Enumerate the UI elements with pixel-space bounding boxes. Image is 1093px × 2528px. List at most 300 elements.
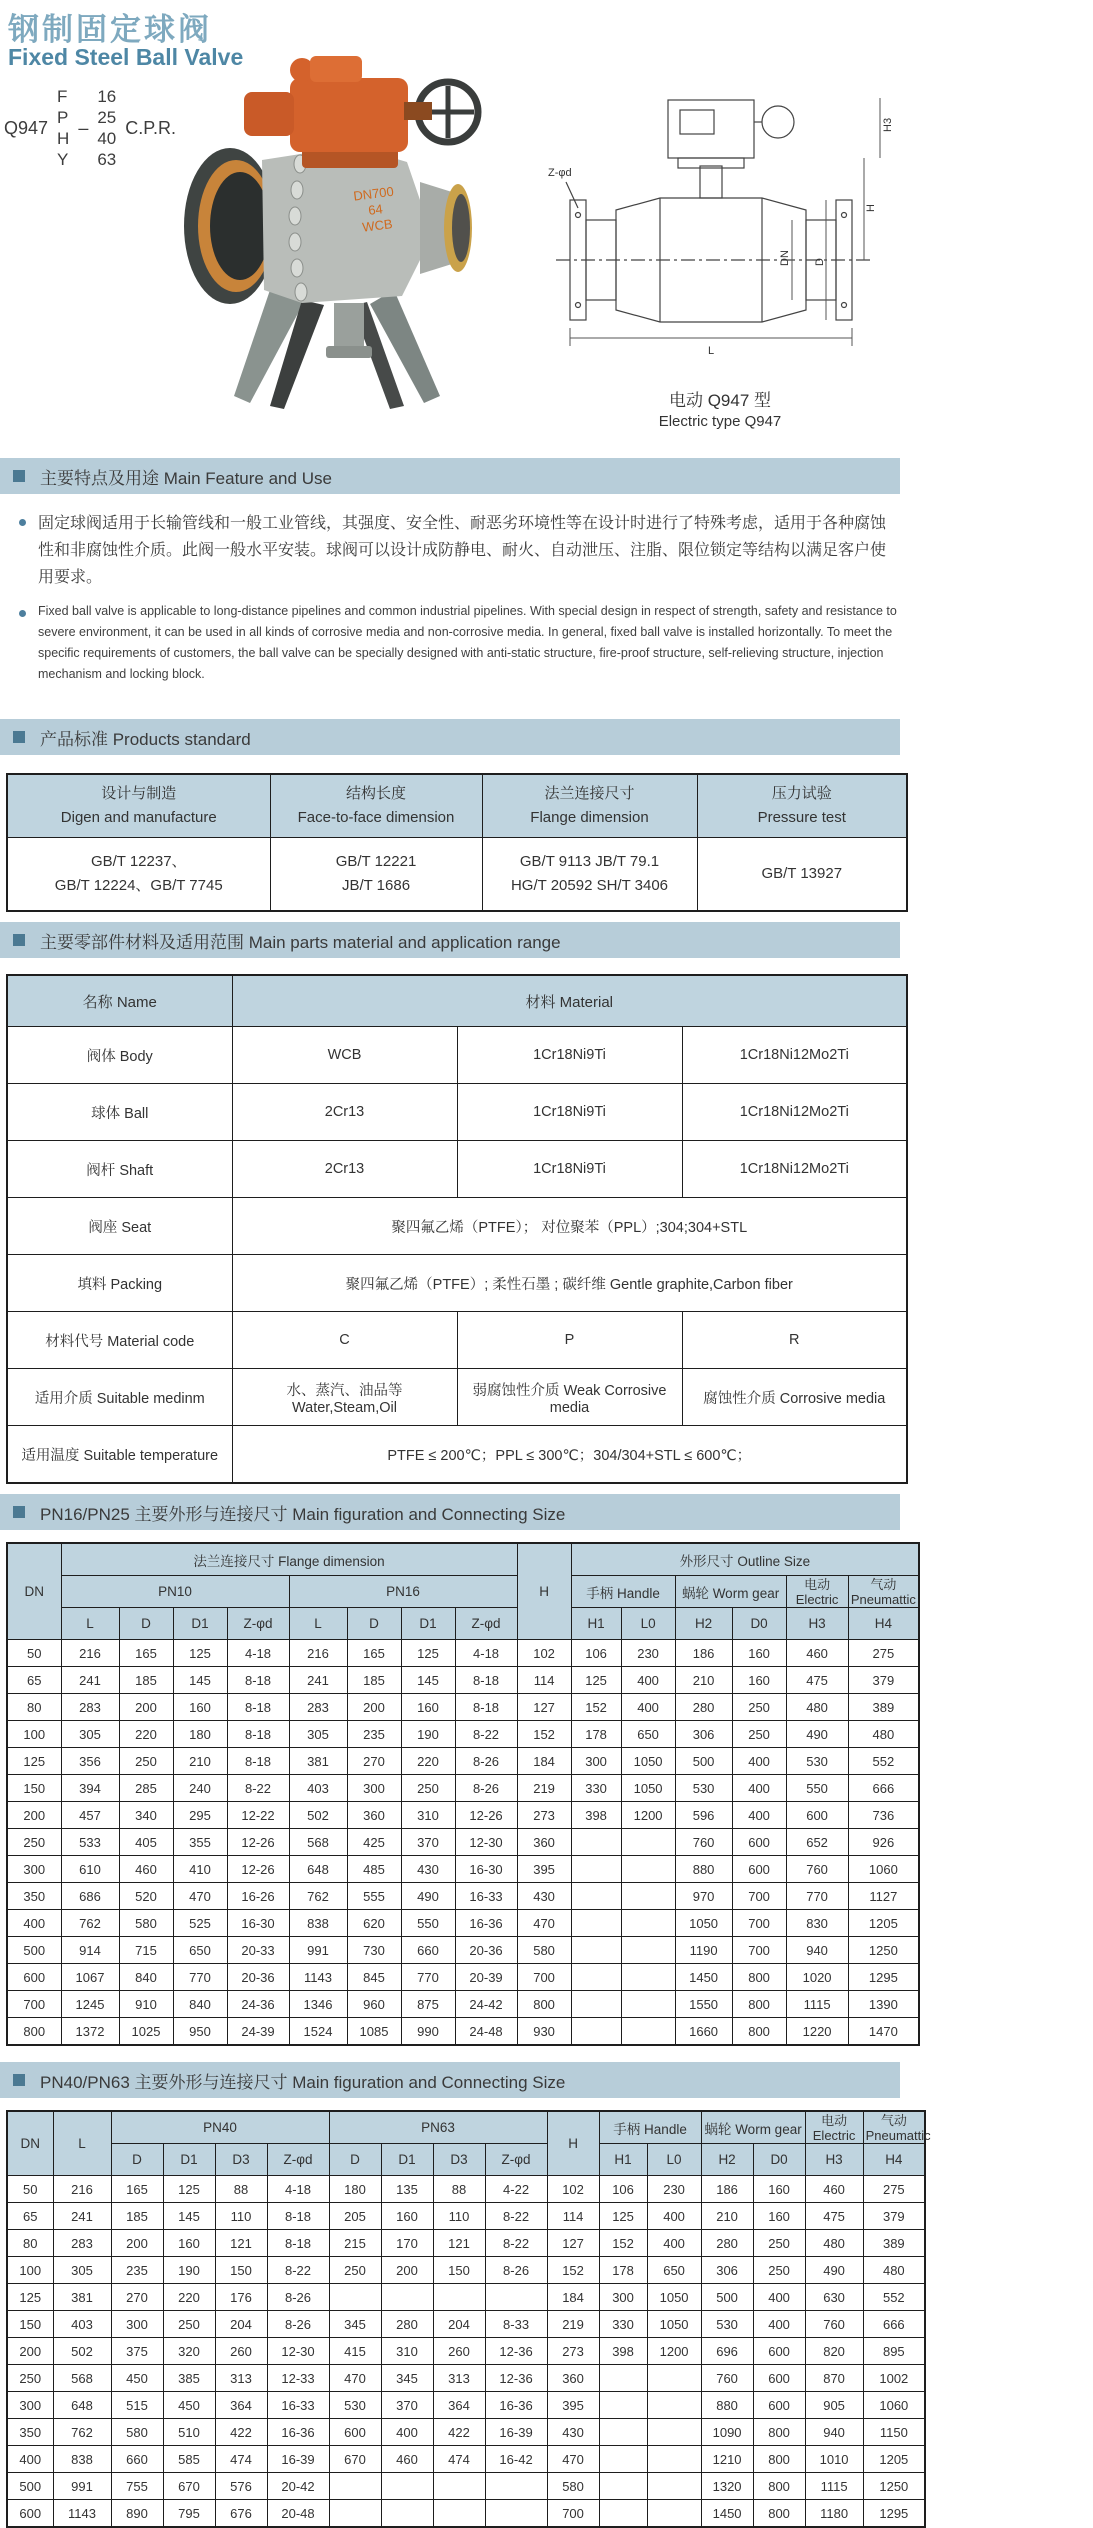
- table-cell: 914: [61, 1937, 119, 1964]
- table-cell: 700: [7, 1991, 61, 2018]
- table-cell: 280: [701, 2230, 753, 2257]
- model-number: 16: [97, 87, 117, 106]
- table-cell: 1115: [786, 1991, 848, 2018]
- col-header: L: [61, 1608, 119, 1640]
- table-cell: 400: [647, 2203, 701, 2230]
- table-cell: 670: [163, 2473, 215, 2500]
- materials-table: [6, 974, 908, 1484]
- table-cell: 125: [401, 1640, 455, 1667]
- table-cell: 875: [401, 1991, 455, 2018]
- table-cell: 190: [401, 1721, 455, 1748]
- table-cell: 795: [163, 2500, 215, 2528]
- table-cell: 1Cr18Ni9Ti: [457, 1141, 682, 1198]
- section-square-icon: [13, 1506, 25, 1518]
- table-cell: 700: [547, 2500, 599, 2528]
- table-cell: [381, 2284, 433, 2311]
- table-cell: 241: [61, 1667, 119, 1694]
- table-cell: 102: [517, 1640, 571, 1667]
- table-cell: 305: [289, 1721, 347, 1748]
- table-cell: [621, 1856, 675, 1883]
- table-cell: 470: [329, 2365, 381, 2392]
- table-cell: 1295: [848, 1964, 919, 1991]
- table-cell: 600: [753, 2365, 805, 2392]
- table-cell: 500: [7, 2473, 53, 2500]
- table-cell: 600: [7, 2500, 53, 2528]
- table-cell: 525: [173, 1910, 227, 1937]
- table-row: [7, 1694, 919, 1721]
- table-header-row: [7, 975, 907, 1027]
- table-cell: 8-22: [227, 1775, 289, 1802]
- table-cell: 185: [111, 2203, 163, 2230]
- table-cell: [621, 1910, 675, 1937]
- table-cell: 170: [381, 2230, 433, 2257]
- table-cell: [599, 2392, 647, 2419]
- col-header: D0: [753, 2144, 805, 2176]
- table-cell: 250: [732, 1721, 786, 1748]
- table-cell: 16-26: [227, 1883, 289, 1910]
- table-cell: 145: [173, 1667, 227, 1694]
- table-cell: 666: [863, 2311, 925, 2338]
- table-cell: 16-39: [485, 2419, 547, 2446]
- table-cell: 114: [547, 2203, 599, 2230]
- table-cell: 1210: [701, 2446, 753, 2473]
- table-cell: [485, 2473, 547, 2500]
- table-cell: 8-26: [267, 2311, 329, 2338]
- table-row: [7, 1667, 919, 1694]
- table-cell: 216: [61, 1640, 119, 1667]
- model-letter: P: [57, 108, 69, 127]
- table-cell: 152: [571, 1694, 621, 1721]
- table-cell: 220: [401, 1748, 455, 1775]
- table-cell: 152: [599, 2230, 647, 2257]
- table-cell: 8-26: [485, 2257, 547, 2284]
- handwheel-hub: [404, 102, 432, 120]
- drawing-caption: [540, 390, 900, 432]
- table-cell: 648: [53, 2392, 111, 2419]
- table-cell: 330: [599, 2311, 647, 2338]
- table-cell: 650: [647, 2257, 701, 2284]
- table-cell: 200: [119, 1694, 173, 1721]
- table-cell: 715: [119, 1937, 173, 1964]
- table-cell: 20-48: [267, 2500, 329, 2528]
- table-cell: 1150: [863, 2419, 925, 2446]
- table-cell: 150: [215, 2257, 267, 2284]
- table-cell: 230: [647, 2176, 701, 2203]
- table-cell: 1295: [863, 2500, 925, 2528]
- table-cell: 568: [289, 1829, 347, 1856]
- col-header-outline-size: 外形尺寸 Outline Size: [571, 1543, 919, 1576]
- col-header: D: [329, 2144, 381, 2176]
- table-cell: 381: [289, 1748, 347, 1775]
- table-cell: 820: [805, 2338, 863, 2365]
- table-cell: 150: [7, 2311, 53, 2338]
- table-cell: 1060: [863, 2392, 925, 2419]
- table-cell: 398: [571, 1802, 621, 1829]
- drawing-caption-en: Electric type Q947: [658, 413, 782, 430]
- table-cell: 770: [401, 1964, 455, 1991]
- table-cell: 422: [215, 2419, 267, 2446]
- table-row: [7, 1910, 919, 1937]
- table-cell: 700: [732, 1883, 786, 1910]
- table-cell: 260: [215, 2338, 267, 2365]
- table-cell: 345: [381, 2365, 433, 2392]
- col-header-face-to-face: 结构长度 Face-to-face dimension: [270, 774, 482, 838]
- table-cell: 620: [347, 1910, 401, 1937]
- table-cell: 1205: [863, 2446, 925, 2473]
- actuator-detail: [680, 110, 714, 134]
- model-number: 40: [97, 129, 117, 148]
- table-cell: 485: [347, 1856, 401, 1883]
- table-cell: 273: [517, 1802, 571, 1829]
- table-cell: 250: [401, 1775, 455, 1802]
- table-cell: [621, 1883, 675, 1910]
- col-header-pressure-test: 压力试验 Pressure test: [697, 774, 907, 838]
- table-cell: 1470: [848, 2018, 919, 2046]
- table-cell: 400: [732, 1748, 786, 1775]
- table-cell: 210: [173, 1748, 227, 1775]
- bolt-hole: [842, 303, 847, 308]
- table-cell: 24-42: [455, 1991, 517, 2018]
- table-cell: PTFE ≤ 200℃；PPL ≤ 300℃；304/304+STL ≤ 600℃；: [232, 1426, 907, 1484]
- table-row: [7, 1084, 907, 1141]
- table-cell: 1372: [61, 2018, 119, 2046]
- table-cell: 1180: [805, 2500, 863, 2528]
- table-cell: 470: [547, 2446, 599, 2473]
- col-header: H4: [863, 2144, 925, 2176]
- table-cell: 770: [786, 1883, 848, 1910]
- table-cell: 275: [863, 2176, 925, 2203]
- table-cell: 770: [173, 1964, 227, 1991]
- table-cell: 1060: [848, 1856, 919, 1883]
- table-cell: 760: [675, 1829, 732, 1856]
- model-dash: –: [78, 117, 89, 138]
- table-cell: 950: [173, 2018, 227, 2046]
- table-cell: 430: [547, 2419, 599, 2446]
- col-header: D1: [401, 1608, 455, 1640]
- col-header: H1: [599, 2144, 647, 2176]
- table-cell: 530: [329, 2392, 381, 2419]
- col-header: L0: [621, 1608, 675, 1640]
- table-cell: 580: [111, 2419, 163, 2446]
- table-cell: 152: [517, 1721, 571, 1748]
- table-cell: 370: [401, 1829, 455, 1856]
- table-cell: 1090: [701, 2419, 753, 2446]
- table-cell: 580: [547, 2473, 599, 2500]
- table-cell: 648: [289, 1856, 347, 1883]
- table-cell: 460: [119, 1856, 173, 1883]
- page-header: [0, 0, 1093, 458]
- table-cell: 355: [173, 1829, 227, 1856]
- table-cell: 水、蒸汽、油品等 Water,Steam,Oil: [232, 1369, 457, 1426]
- svg-text:H3: H3: [882, 117, 894, 132]
- table-cell: 110: [433, 2203, 485, 2230]
- table-cell: 1346: [289, 1991, 347, 2018]
- table-cell: 360: [547, 2365, 599, 2392]
- table-row: [7, 1802, 919, 1829]
- table-cell: [433, 2284, 485, 2311]
- col-header: D1: [163, 2144, 215, 2176]
- table-cell: 127: [517, 1694, 571, 1721]
- table-cell: 840: [119, 1964, 173, 1991]
- table-cell: 670: [329, 2446, 381, 2473]
- table-cell: 395: [547, 2392, 599, 2419]
- col-header: D3: [433, 2144, 485, 2176]
- table-cell: 490: [805, 2257, 863, 2284]
- table-cell: 210: [675, 1667, 732, 1694]
- table-cell: 16-30: [455, 1856, 517, 1883]
- table-cell: 12-22: [227, 1802, 289, 1829]
- feature-list: [0, 494, 906, 705]
- table-row: [7, 2338, 925, 2365]
- table-row: [7, 1027, 907, 1084]
- table-cell: 550: [786, 1775, 848, 1802]
- table-cell: 389: [848, 1694, 919, 1721]
- col-header-electric: 电动 Electric: [805, 2111, 863, 2144]
- table-row: [7, 1198, 907, 1255]
- section-square-icon: [13, 934, 25, 946]
- table-cell: 313: [433, 2365, 485, 2392]
- drain-pipe: [334, 303, 364, 349]
- table-cell: 8-33: [485, 2311, 547, 2338]
- col-header: D0: [732, 1608, 786, 1640]
- table-cell: 聚四氟乙烯（PTFE）； 对位聚苯（PPL）;304;304+STL: [232, 1198, 907, 1255]
- table-cell: 165: [111, 2176, 163, 2203]
- table-cell: 135: [381, 2176, 433, 2203]
- table-row: [7, 1991, 919, 2018]
- model-letters: [57, 86, 69, 170]
- table-cell: 16-33: [267, 2392, 329, 2419]
- table-cell: 160: [163, 2230, 215, 2257]
- table-cell: 235: [347, 1721, 401, 1748]
- table-cell: 840: [173, 1991, 227, 2018]
- table-cell: 125: [571, 1667, 621, 1694]
- table-cell: 600: [732, 1829, 786, 1856]
- table-cell: 1050: [675, 1910, 732, 1937]
- col-header: D: [119, 1608, 173, 1640]
- table-cell: 1Cr18Ni9Ti: [457, 1084, 682, 1141]
- table-cell: 1250: [863, 2473, 925, 2500]
- table-cell: 990: [401, 2018, 455, 2046]
- table-cell: 845: [347, 1964, 401, 1991]
- table-cell: 760: [701, 2365, 753, 2392]
- model-number: 25: [97, 108, 117, 127]
- table-row: [7, 2284, 925, 2311]
- table-cell: 1550: [675, 1991, 732, 2018]
- col-header-l: L: [53, 2111, 111, 2176]
- table-cell: 364: [433, 2392, 485, 2419]
- table-cell: [621, 2018, 675, 2046]
- table-cell: 800: [732, 2018, 786, 2046]
- table-cell: 385: [163, 2365, 215, 2392]
- handwheel-outline: [762, 106, 794, 138]
- table-cell: 160: [381, 2203, 433, 2230]
- table-cell: [647, 2473, 701, 2500]
- table-cell: 260: [433, 2338, 485, 2365]
- table-cell: 580: [119, 1910, 173, 1937]
- table-cell: 415: [329, 2338, 381, 2365]
- bolt-hole: [842, 213, 847, 218]
- col-header-pneumatic: 气动 Pneumattic: [848, 1576, 919, 1608]
- table-cell: C: [232, 1312, 457, 1369]
- col-header-pneumatic: 气动 Pneumattic: [863, 2111, 925, 2144]
- table-cell: 2Cr13: [232, 1141, 457, 1198]
- table-cell: [621, 1991, 675, 2018]
- table-cell: 364: [215, 2392, 267, 2419]
- row-header-cell: 阀座 Seat: [7, 1198, 232, 1255]
- table-cell: 2Cr13: [232, 1084, 457, 1141]
- col-header: Z-φd: [227, 1608, 289, 1640]
- col-header-pn10: PN10: [61, 1576, 289, 1608]
- table-cell: 8-22: [485, 2230, 547, 2257]
- electric-actuator: [290, 78, 408, 152]
- table-row: [7, 1748, 919, 1775]
- table-cell: 240: [173, 1775, 227, 1802]
- table-cell: 356: [61, 1748, 119, 1775]
- table-cell: 16-36: [455, 1910, 517, 1937]
- table-cell: 305: [61, 1721, 119, 1748]
- table-row: [7, 838, 907, 912]
- section-title: PN16/PN25 主要外形与连接尺寸 Main figuration and Connecting Size: [40, 1504, 566, 1524]
- table-cell: 1020: [786, 1964, 848, 1991]
- table-cell: 330: [571, 1775, 621, 1802]
- table-cell: 4-18: [455, 1640, 517, 1667]
- table-cell: 1660: [675, 2018, 732, 2046]
- table-cell: 600: [7, 1964, 61, 1991]
- table-cell: 8-26: [455, 1775, 517, 1802]
- table-cell: 610: [61, 1856, 119, 1883]
- table-cell: 760: [805, 2311, 863, 2338]
- table-cell: R: [682, 1312, 907, 1369]
- table-cell: 185: [119, 1667, 173, 1694]
- col-header: H3: [805, 2144, 863, 2176]
- table-cell: 389: [863, 2230, 925, 2257]
- table-cell: 930: [517, 2018, 571, 2046]
- table-cell: 1250: [848, 1937, 919, 1964]
- table-cell: 800: [753, 2419, 805, 2446]
- table-cell: 20-39: [455, 1964, 517, 1991]
- table-cell: P: [457, 1312, 682, 1369]
- table-cell: 16-36: [267, 2419, 329, 2446]
- table-cell: 50: [7, 2176, 53, 2203]
- table-cell: 1200: [647, 2338, 701, 2365]
- table-cell: 250: [163, 2311, 215, 2338]
- table-cell: 760: [786, 1856, 848, 1883]
- col-header: H2: [675, 1608, 732, 1640]
- table-cell: [433, 2473, 485, 2500]
- col-header: D: [111, 2144, 163, 2176]
- table-cell: 800: [517, 1991, 571, 2018]
- bolt-hole: [576, 213, 581, 218]
- col-header-dn: DN: [7, 1543, 61, 1640]
- table-cell: 800: [753, 2473, 805, 2500]
- svg-text:Z-φd: Z-φd: [548, 167, 572, 179]
- table-cell: 8-18: [455, 1694, 517, 1721]
- col-header: Z-φd: [485, 2144, 547, 2176]
- table-cell: 1115: [805, 2473, 863, 2500]
- table-cell: 652: [786, 1829, 848, 1856]
- table-cell: 102: [547, 2176, 599, 2203]
- table-row: [7, 2446, 925, 2473]
- table-cell: 580: [517, 1937, 571, 1964]
- table-cell: 20-33: [227, 1937, 289, 1964]
- table-cell: 430: [517, 1883, 571, 1910]
- table-cell: 600: [753, 2338, 805, 2365]
- table-cell: 106: [571, 1640, 621, 1667]
- valve-photo: [150, 48, 520, 438]
- table-cell: 160: [401, 1694, 455, 1721]
- col-header-dn: DN: [7, 2111, 53, 2176]
- table-cell: 200: [7, 2338, 53, 2365]
- table-cell: 905: [805, 2392, 863, 2419]
- table-cell: 165: [119, 1640, 173, 1667]
- table-cell: 360: [347, 1802, 401, 1829]
- actuator-motor: [244, 92, 294, 136]
- table-cell: 88: [433, 2176, 485, 2203]
- table-cell: [647, 2446, 701, 2473]
- table-cell: 403: [289, 1775, 347, 1802]
- table-cell: 205: [329, 2203, 381, 2230]
- table-cell: 360: [517, 1829, 571, 1856]
- table-cell: 460: [786, 1640, 848, 1667]
- actuator-outline: [668, 100, 754, 158]
- products-standard-table: [6, 773, 908, 912]
- stem: [700, 166, 722, 198]
- table-cell: 283: [61, 1694, 119, 1721]
- table-cell: 480: [786, 1694, 848, 1721]
- table-cell: 800: [732, 1964, 786, 1991]
- table-row: [7, 1883, 919, 1910]
- table-cell: 88: [215, 2176, 267, 2203]
- table-cell: 500: [7, 1937, 61, 1964]
- table-cell: 12-36: [485, 2338, 547, 2365]
- table-cell: 310: [381, 2338, 433, 2365]
- table-cell: 8-26: [267, 2284, 329, 2311]
- table-cell: 379: [848, 1667, 919, 1694]
- table-row: [7, 1775, 919, 1802]
- table-cell: 1Cr18Ni12Mo2Ti: [682, 1141, 907, 1198]
- table-cell: [571, 1829, 621, 1856]
- table-cell: 381: [53, 2284, 111, 2311]
- table-cell: 215: [329, 2230, 381, 2257]
- row-header-cell: 填料 Packing: [7, 1255, 232, 1312]
- table-cell: 800: [753, 2446, 805, 2473]
- table-cell: 110: [215, 2203, 267, 2230]
- table-cell: 283: [53, 2230, 111, 2257]
- table-cell: 470: [517, 1910, 571, 1937]
- table-cell: 1050: [647, 2284, 701, 2311]
- table-cell: 250: [753, 2230, 805, 2257]
- table-cell: 470: [173, 1883, 227, 1910]
- table-cell: 280: [381, 2311, 433, 2338]
- table-cell: 520: [119, 1883, 173, 1910]
- table-cell: 502: [289, 1802, 347, 1829]
- table-cell: 178: [599, 2257, 647, 2284]
- table-cell: 24-39: [227, 2018, 289, 2046]
- table-cell: 379: [863, 2203, 925, 2230]
- drain-flange: [326, 346, 372, 358]
- table-cell: 176: [215, 2284, 267, 2311]
- table-cell: 730: [347, 1937, 401, 1964]
- table-cell: 630: [805, 2284, 863, 2311]
- table-cell: 475: [805, 2203, 863, 2230]
- table-cell: 398: [599, 2338, 647, 2365]
- table-cell: 165: [347, 1640, 401, 1667]
- table-cell: 660: [401, 1937, 455, 1964]
- table-cell: 210: [701, 2203, 753, 2230]
- svg-text:DN: DN: [779, 250, 791, 266]
- col-header: D3: [215, 2144, 267, 2176]
- table-cell: 895: [863, 2338, 925, 2365]
